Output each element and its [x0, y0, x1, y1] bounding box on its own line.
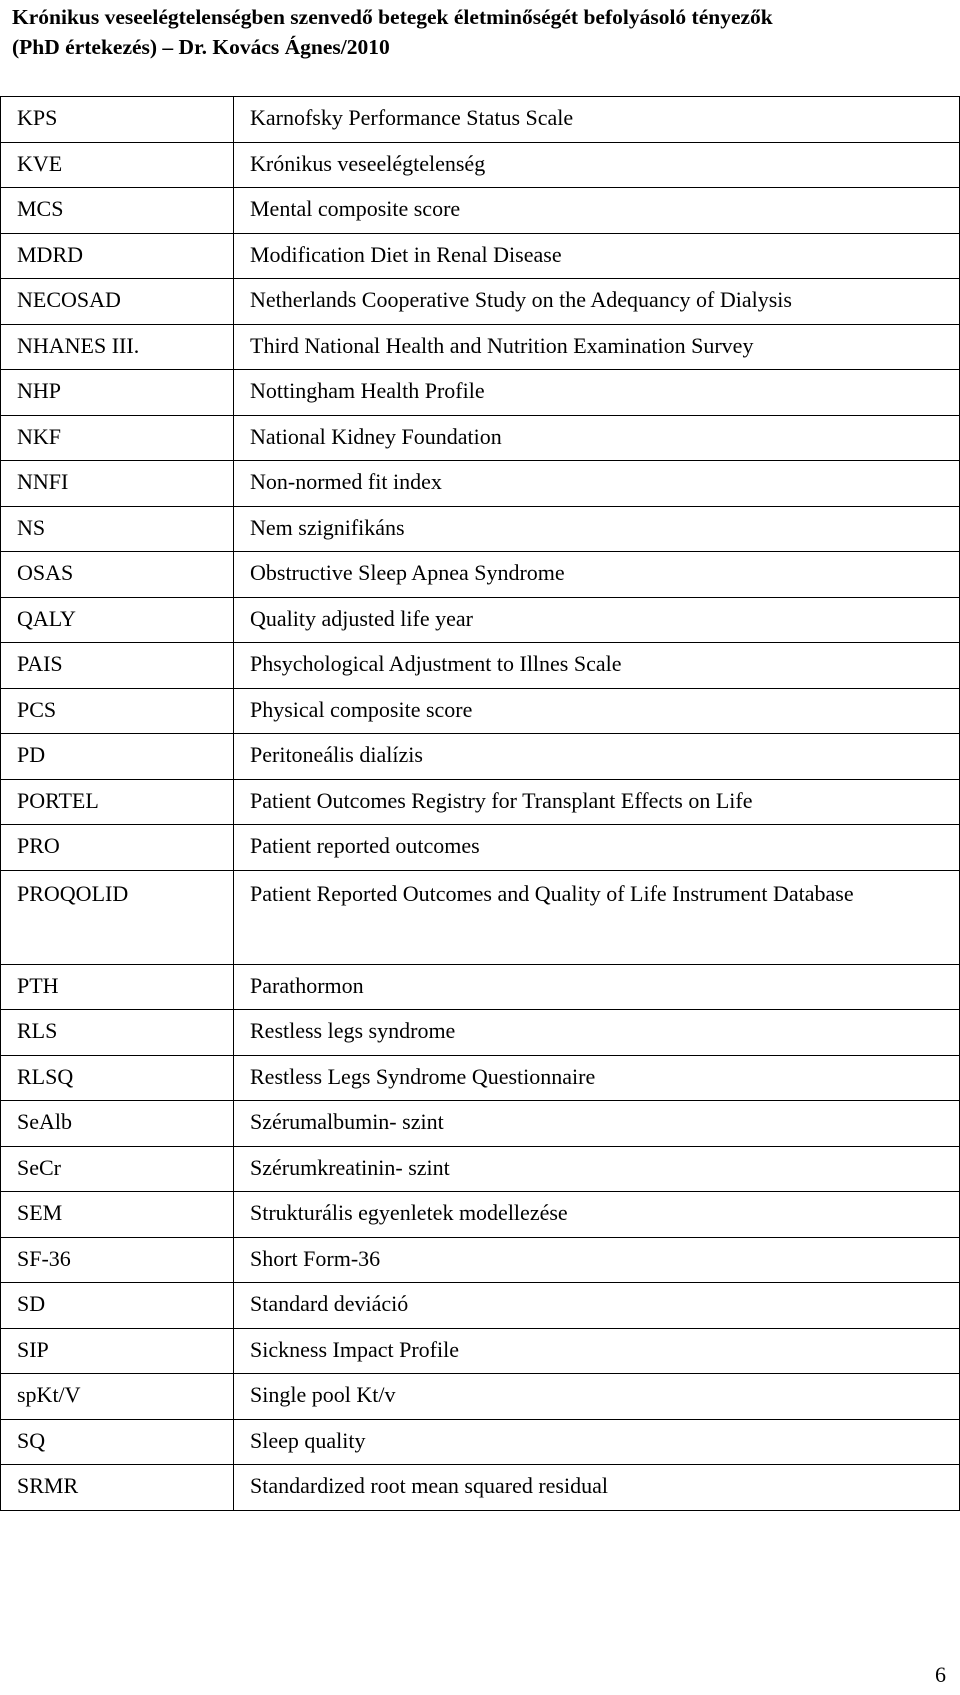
table-row — [1, 415, 960, 461]
meaning-cell: Quality adjusted life year — [234, 597, 960, 643]
meaning-cell: Single pool Kt/v — [234, 1374, 960, 1420]
meaning-cell: Szérumkreatinin- szint — [234, 1146, 960, 1192]
meaning-cell: National Kidney Foundation — [234, 415, 960, 461]
abbreviation-cell: SeCr — [1, 1146, 234, 1192]
abbreviation-cell: MDRD — [1, 233, 234, 279]
meaning-cell: Restless Legs Syndrome Questionnaire — [234, 1055, 960, 1101]
meaning-cell: Parathormon — [234, 964, 960, 1010]
table-row — [1, 142, 960, 188]
table-row — [1, 1465, 960, 1511]
abbreviation-cell: SIP — [1, 1328, 234, 1374]
meaning-cell: Karnofsky Performance Status Scale — [234, 97, 960, 143]
table-row — [1, 188, 960, 234]
table-row — [1, 964, 960, 1010]
abbreviation-cell: PD — [1, 734, 234, 780]
table-row — [1, 825, 960, 871]
table-row — [1, 597, 960, 643]
meaning-cell: Physical composite score — [234, 688, 960, 734]
abbreviation-cell: MCS — [1, 188, 234, 234]
table-row — [1, 461, 960, 507]
abbreviation-table-body — [1, 97, 960, 1511]
table-row — [1, 734, 960, 780]
abbreviation-cell: NNFI — [1, 461, 234, 507]
table-row — [1, 370, 960, 416]
abbreviation-cell: SEM — [1, 1192, 234, 1238]
abbreviation-cell: SD — [1, 1283, 234, 1329]
abbreviation-cell: NKF — [1, 415, 234, 461]
page-number: 6 — [935, 1662, 946, 1687]
table-row — [1, 1237, 960, 1283]
abbreviation-cell: PRO — [1, 825, 234, 871]
meaning-cell: Sleep quality — [234, 1419, 960, 1465]
meaning-cell: Patient Outcomes Registry for Transplant Effects on Life — [234, 779, 960, 825]
table-row — [1, 506, 960, 552]
abbreviation-cell: PORTEL — [1, 779, 234, 825]
meaning-cell: Standard deviáció — [234, 1283, 960, 1329]
abbreviation-cell: KVE — [1, 142, 234, 188]
meaning-cell: Krónikus veseelégtelenség — [234, 142, 960, 188]
table-row — [1, 643, 960, 689]
table-row — [1, 870, 960, 964]
abbreviation-cell: SQ — [1, 1419, 234, 1465]
abbreviation-cell: NHP — [1, 370, 234, 416]
table-row — [1, 1101, 960, 1147]
abbreviation-cell: SRMR — [1, 1465, 234, 1511]
abbreviation-cell: PROQOLID — [1, 870, 234, 964]
abbreviation-cell: SF-36 — [1, 1237, 234, 1283]
meaning-cell: Sickness Impact Profile — [234, 1328, 960, 1374]
table-row — [1, 233, 960, 279]
meaning-cell: Non-normed fit index — [234, 461, 960, 507]
abbreviation-cell: SeAlb — [1, 1101, 234, 1147]
table-row — [1, 324, 960, 370]
meaning-cell: Obstructive Sleep Apnea Syndrome — [234, 552, 960, 598]
table-row — [1, 279, 960, 325]
header-title-line-1: Krónikus veseelégtelenségben szenvedő betegek életminőségét befolyásoló tényezők — [12, 5, 773, 29]
meaning-cell: Modification Diet in Renal Disease — [234, 233, 960, 279]
page-header — [12, 2, 952, 62]
table-row — [1, 1146, 960, 1192]
meaning-cell: Netherlands Cooperative Study on the Adequancy of Dialysis — [234, 279, 960, 325]
meaning-cell: Standardized root mean squared residual — [234, 1465, 960, 1511]
meaning-cell: Strukturális egyenletek modellezése — [234, 1192, 960, 1238]
meaning-cell: Mental composite score — [234, 188, 960, 234]
table-row — [1, 1010, 960, 1056]
abbreviation-cell: RLSQ — [1, 1055, 234, 1101]
abbreviation-cell: KPS — [1, 97, 234, 143]
meaning-cell: Patient Reported Outcomes and Quality of Life Instrument Database — [234, 870, 960, 964]
table-row — [1, 1055, 960, 1101]
abbreviation-cell: NHANES III. — [1, 324, 234, 370]
table-row — [1, 1192, 960, 1238]
abbreviation-table — [0, 96, 960, 1511]
meaning-cell: Nem szignifikáns — [234, 506, 960, 552]
meaning-cell: Third National Health and Nutrition Examination Survey — [234, 324, 960, 370]
meaning-cell: Peritoneális dialízis — [234, 734, 960, 780]
table-row — [1, 1283, 960, 1329]
table-row — [1, 1374, 960, 1420]
table-row — [1, 1328, 960, 1374]
meaning-cell: Short Form-36 — [234, 1237, 960, 1283]
abbreviation-table-container — [0, 96, 960, 1511]
table-row — [1, 97, 960, 143]
meaning-cell: Szérumalbumin- szint — [234, 1101, 960, 1147]
meaning-cell: Phsychological Adjustment to Illnes Scale — [234, 643, 960, 689]
abbreviation-cell: spKt/V — [1, 1374, 234, 1420]
table-row — [1, 688, 960, 734]
meaning-cell: Nottingham Health Profile — [234, 370, 960, 416]
header-title-line-2: (PhD értekezés) – Dr. Kovács Ágnes/2010 — [12, 35, 390, 59]
abbreviation-cell: PTH — [1, 964, 234, 1010]
abbreviation-cell: PCS — [1, 688, 234, 734]
table-row — [1, 1419, 960, 1465]
abbreviation-cell: NS — [1, 506, 234, 552]
abbreviation-cell: PAIS — [1, 643, 234, 689]
meaning-cell: Patient reported outcomes — [234, 825, 960, 871]
abbreviation-cell: NECOSAD — [1, 279, 234, 325]
table-row — [1, 552, 960, 598]
abbreviation-cell: RLS — [1, 1010, 234, 1056]
abbreviation-cell: OSAS — [1, 552, 234, 598]
table-row — [1, 779, 960, 825]
abbreviation-cell: QALY — [1, 597, 234, 643]
meaning-cell: Restless legs syndrome — [234, 1010, 960, 1056]
